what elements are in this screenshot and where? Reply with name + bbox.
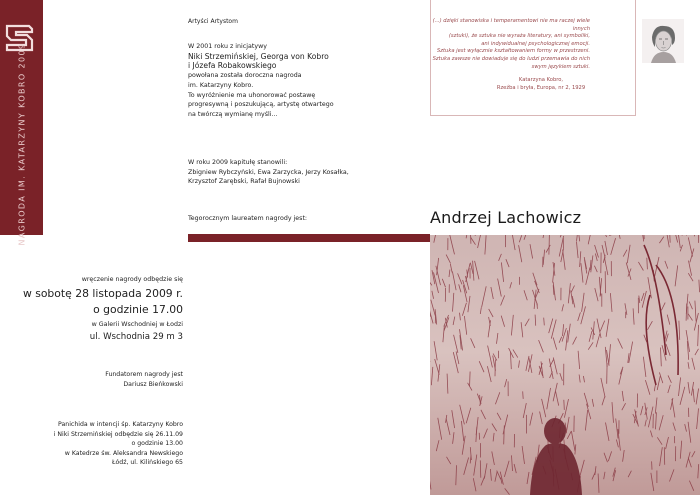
quote-attribution xyxy=(470,77,612,92)
memorial-line: i Niki Strzemińskiej odbędzie się 26.11.09 xyxy=(53,430,183,438)
laureate-lead-text: Tegorocznym laureatem nagrody jest: xyxy=(188,215,308,222)
intro-line: powołana została doroczna nagroda xyxy=(188,72,302,80)
grass-stroke xyxy=(549,235,550,255)
section-heading: Artyści Artystom xyxy=(188,18,238,25)
grass-stroke xyxy=(470,372,471,387)
grass-stroke xyxy=(523,391,524,399)
intro-line: progresywną i poszukującą, artystę otwartego xyxy=(188,101,334,109)
quote-line: Sztuka zawsze nie dowiaduje się do ludzi przemawia do nich xyxy=(432,55,590,62)
quote-line: (sztuki), że sztuka nie wyraża literatury, ani symboliki, xyxy=(448,33,590,40)
quote-source: Rzeźba i bryła, Europa, nr 2, 1929 xyxy=(496,84,586,91)
memorial-line: Panichida w intencji śp. Katarzyny Kobro xyxy=(58,421,183,428)
quote-line: swym językiem sztuki. xyxy=(531,63,590,70)
founder-name: Dariusz Bieńkowski xyxy=(123,381,183,388)
jury-paragraph xyxy=(188,158,428,187)
founder-line: Fundatorem nagrody jest xyxy=(105,371,183,378)
quote-text xyxy=(432,18,590,71)
intro-line: W 2001 roku z inicjatywy xyxy=(188,43,267,50)
quote-line: ani indywidualnej psychologicznej emocji. xyxy=(481,40,590,47)
intro-paragraph xyxy=(188,42,428,120)
grass-stroke xyxy=(564,400,565,410)
artist-name: Andrzej Lachowicz xyxy=(430,208,582,227)
accent-bar xyxy=(188,234,430,242)
memorial-line: w Katedrze św. Aleksandra Newskiego xyxy=(64,449,183,457)
ceremony-time: o godzinie 17.00 xyxy=(93,303,183,316)
ceremony-date: w sobotę 28 listopada 2009 r. xyxy=(22,287,183,300)
vertical-award-label xyxy=(0,42,43,245)
memorial-line: Łódź, ul. Kilińskiego 65 xyxy=(112,459,183,467)
intro-line: Niki Strzemińskiej, Georga von Kobro xyxy=(188,51,329,61)
grass-stroke xyxy=(670,235,671,243)
ceremony-line: wręczenie nagrody odbędzie się xyxy=(81,276,183,283)
memorial-service-info xyxy=(0,420,183,468)
intro-line: im. Katarzyny Kobro. xyxy=(188,81,254,89)
kobro-portrait xyxy=(642,19,684,63)
founder-info xyxy=(0,370,183,390)
vertical-award-label-text: NAGRODA IM. KATARZYNY KOBRO 2009 xyxy=(17,42,26,245)
jury-line: Krzysztof Zarębski, Rafał Bujnowski xyxy=(188,178,300,186)
intro-line: To wyróżnienie ma uhonorować postawę xyxy=(188,91,316,99)
ceremony-info xyxy=(0,273,183,343)
quote-author: Katarzyna Kobro, xyxy=(518,77,564,83)
grass-stroke xyxy=(480,460,481,477)
quote-line: Sztuka jest wyłącznie kształtowaniem formy w przestrzeni. xyxy=(437,48,590,55)
ceremony-address: ul. Wschodnia 29 m 3 xyxy=(89,332,183,342)
ceremony-venue: w Galerii Wschodniej w Łodzi xyxy=(91,321,183,328)
jury-line: Zbigniew Rybczyński, Ewa Zarzycka, Jerzy Kosałka, xyxy=(188,168,349,176)
grass-stroke xyxy=(470,235,471,244)
artwork-photograph xyxy=(430,235,700,495)
intro-line: i Józefa Robakowskiego xyxy=(188,61,277,71)
quote-line: (...) dzięki stanowiska i temperamentowi nie ma raczej wiele innych xyxy=(432,18,590,32)
memorial-line: o godzinie 13.00 xyxy=(131,440,183,448)
jury-line: W roku 2009 kapitułę stanowili: xyxy=(188,159,288,166)
intro-line: na twórczą wymianę myśli... xyxy=(188,110,278,118)
